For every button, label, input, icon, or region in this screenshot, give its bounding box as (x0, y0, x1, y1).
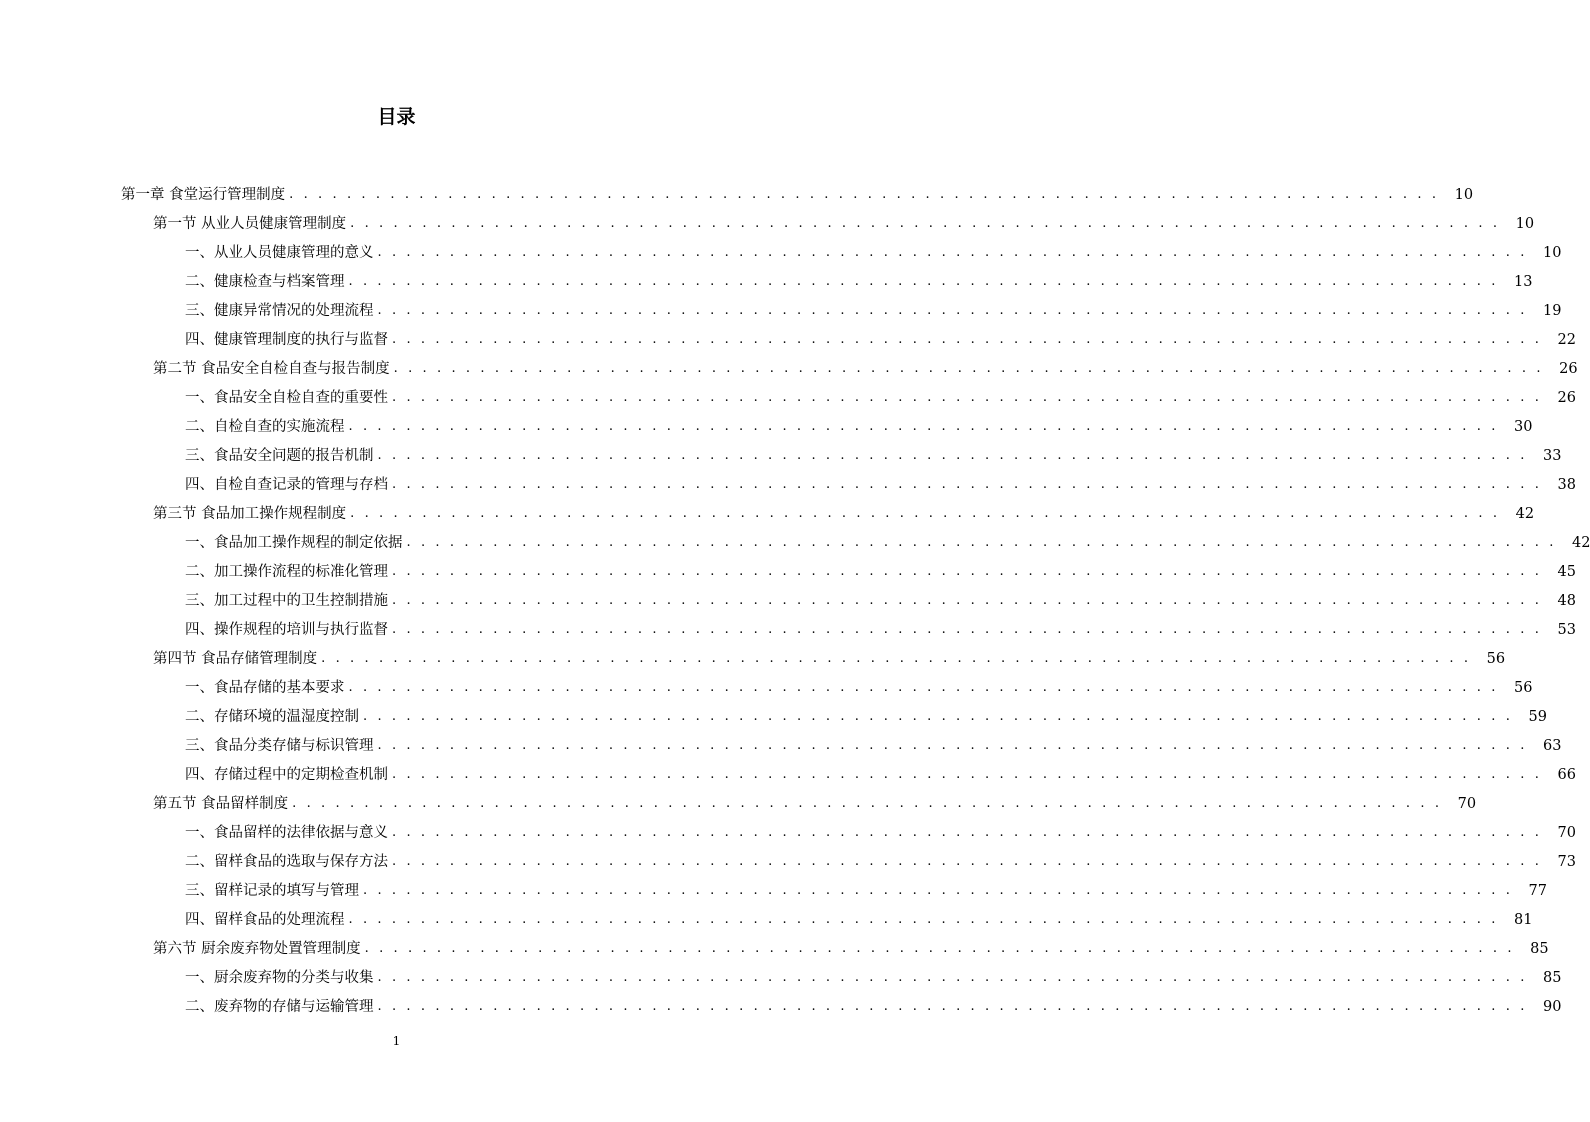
toc-entry[interactable] (0, 499, 1535, 528)
toc-entry-page-number: 56 (1486, 650, 1506, 667)
toc-dot-leader: . . . . . . . . . . . . . . . . . . . . . . . . . . . . . . . . . . . . . . . . . . . . . . . . . . . . . . . . . . . . . . . . . . . . . . . . . . . . . . . . (348, 911, 1499, 927)
toc-entry-label: 一、厨余废弃物的分类与收集 (185, 969, 374, 986)
toc-entry[interactable] (0, 963, 1562, 992)
toc-dot-leader: . . . . . . . . . . . . . . . . . . . . . . . . . . . . . . . . . . . . . . . . . . . . . . . . . . . . . . . . . . . . . . . . . . . . . . . . . . . . . . . . (363, 882, 1513, 898)
toc-entry[interactable] (0, 441, 1562, 470)
toc-entry-page-number: 26 (1559, 360, 1578, 377)
toc-entry[interactable] (0, 238, 1562, 267)
toc-entry-page-number: 10 (1515, 215, 1535, 232)
toc-entry-page-number: 85 (1543, 969, 1562, 986)
toc-entry-page-number: 81 (1514, 911, 1533, 928)
toc-entry[interactable] (0, 383, 1576, 412)
toc-entry-label: 一、食品安全自检自查的重要性 (185, 389, 388, 406)
toc-dot-leader: . . . . . . . . . . . . . . . . . . . . . . . . . . . . . . . . . . . . . . . . . . . . . . . . . . . . . . . . . . . . . . . . . . . . . . . . . . . . . . . . (350, 215, 1501, 231)
toc-entry-page-number: 48 (1557, 592, 1576, 609)
toc-entry-page-number: 70 (1457, 795, 1477, 812)
toc-entry[interactable] (0, 586, 1576, 615)
toc-entry[interactable] (0, 470, 1576, 499)
table-of-contents (0, 180, 1590, 1021)
toc-dot-leader: . . . . . . . . . . . . . . . . . . . . . . . . . . . . . . . . . . . . . . . . . . . . . . . . . . . . . . . . . . . . . . . . . . . . . . . . . . . . . . . . (392, 766, 1542, 782)
toc-entry-label: 四、操作规程的培训与执行监督 (185, 621, 388, 638)
toc-entry[interactable] (0, 876, 1547, 905)
toc-dot-leader: . . . . . . . . . . . . . . . . . . . . . . . . . . . . . . . . . . . . . . . . . . . . . . . . . . . . . . . . . . . . . . . . . . . . . . . . . . . . . . . . (348, 273, 1499, 289)
toc-entry[interactable] (0, 702, 1547, 731)
toc-entry-label: 第二节 食品安全自检自查与报告制度 (153, 360, 390, 377)
toc-dot-leader: . . . . . . . . . . . . . . . . . . . . . . . . . . . . . . . . . . . . . . . . . . . . . . . . . . . . . . . . . . . . . . . . . . . . . . . . . . . . . . . . (392, 563, 1542, 579)
toc-dot-leader: . . . . . . . . . . . . . . . . . . . . . . . . . . . . . . . . . . . . . . . . . . . . . . . . . . . . . . . . . . . . . . . . . . . . . . . . . . . . . . . . (377, 447, 1528, 463)
toc-entry[interactable] (0, 267, 1533, 296)
toc-dot-leader: . . . . . . . . . . . . . . . . . . . . . . . . . . . . . . . . . . . . . . . . . . . . . . . . . . . . . . . . . . . . . . . . . . . . . . . . . . . . . . . . (392, 824, 1542, 840)
toc-entry-page-number: 33 (1543, 447, 1562, 464)
toc-entry-label: 第三节 食品加工操作规程制度 (153, 505, 347, 522)
toc-entry-label: 三、食品分类存储与标识管理 (185, 737, 374, 754)
toc-entry-label: 四、留样食品的处理流程 (185, 911, 345, 928)
toc-entry[interactable] (0, 180, 1474, 209)
toc-dot-leader: . . . . . . . . . . . . . . . . . . . . . . . . . . . . . . . . . . . . . . . . . . . . . . . . . . . . . . . . . . . . . . . . . . . . . . . . . . . . . . . . (350, 505, 1501, 521)
toc-dot-leader: . . . . . . . . . . . . . . . . . . . . . . . . . . . . . . . . . . . . . . . . . . . . . . . . . . . . . . . . . . . . . . . . . . . . . . . . . . . . . . . . (392, 476, 1542, 492)
page-number: 1 (392, 1034, 401, 1048)
toc-entry[interactable] (0, 673, 1533, 702)
toc-entry-label: 一、从业人员健康管理的意义 (185, 244, 374, 261)
toc-entry-label: 第一章 食堂运行管理制度 (121, 186, 286, 203)
toc-entry[interactable] (0, 412, 1533, 441)
toc-entry-page-number: 30 (1514, 418, 1533, 435)
toc-entry-page-number: 90 (1543, 998, 1562, 1015)
toc-entry-label: 第四节 食品存储管理制度 (153, 650, 318, 667)
toc-entry-label: 第五节 食品留样制度 (153, 795, 289, 812)
toc-entry[interactable] (0, 905, 1533, 934)
toc-dot-leader: . . . . . . . . . . . . . . . . . . . . . . . . . . . . . . . . . . . . . . . . . . . . . . . . . . . . . . . . . . . . . . . . . . . . . . . . . . . . . . . . (377, 737, 1528, 753)
toc-entry-page-number: 13 (1514, 273, 1533, 290)
toc-entry-label: 二、健康检查与档案管理 (185, 273, 345, 290)
toc-entry-page-number: 10 (1454, 186, 1474, 203)
toc-entry-label: 二、留样食品的选取与保存方法 (185, 853, 388, 870)
toc-entry[interactable] (0, 354, 1578, 383)
page-title: 目录 (377, 106, 416, 128)
toc-dot-leader: . . . . . . . . . . . . . . . . . . . . . . . . . . . . . . . . . . . . . . . . . . . . . . . . . . . . . . . . . . . . . . . . . . . . . . . . . . . . . . . . (377, 969, 1528, 985)
toc-entry-label: 四、存储过程中的定期检查机制 (185, 766, 388, 783)
toc-entry[interactable] (0, 615, 1576, 644)
toc-entry-label: 二、加工操作流程的标准化管理 (185, 563, 388, 580)
toc-dot-leader: . . . . . . . . . . . . . . . . . . . . . . . . . . . . . . . . . . . . . . . . . . . . . . . . . . . . . . . . . . . . . . . . . . . . . . . . . . . . . . . . (392, 853, 1542, 869)
toc-entry-label: 三、加工过程中的卫生控制措施 (185, 592, 388, 609)
toc-entry-label: 三、健康异常情况的处理流程 (185, 302, 374, 319)
toc-entry[interactable] (0, 528, 1590, 557)
toc-entry-page-number: 53 (1557, 621, 1576, 638)
toc-entry[interactable] (0, 731, 1562, 760)
toc-entry-label: 第一节 从业人员健康管理制度 (153, 215, 347, 232)
toc-entry[interactable] (0, 934, 1549, 963)
toc-entry-page-number: 38 (1557, 476, 1576, 493)
toc-entry-page-number: 56 (1514, 679, 1533, 696)
toc-entry-page-number: 59 (1528, 708, 1547, 725)
toc-entry[interactable] (0, 818, 1576, 847)
toc-dot-leader: . . . . . . . . . . . . . . . . . . . . . . . . . . . . . . . . . . . . . . . . . . . . . . . . . . . . . . . . . . . . . . . . . . . . . . . . . . . . . . . . (393, 360, 1544, 376)
toc-entry-label: 一、食品存储的基本要求 (185, 679, 345, 696)
toc-entry-label: 三、食品安全问题的报告机制 (185, 447, 374, 464)
toc-dot-leader: . . . . . . . . . . . . . . . . . . . . . . . . . . . . . . . . . . . . . . . . . . . . . . . . . . . . . . . . . . . . . . . . . . . . . . . . . . . . . . . . (348, 679, 1499, 695)
toc-dot-leader: . . . . . . . . . . . . . . . . . . . . . . . . . . . . . . . . . . . . . . . . . . . . . . . . . . . . . . . . . . . . . . . . . . . . . . . . . . . . . . . . (289, 186, 1440, 202)
toc-dot-leader: . . . . . . . . . . . . . . . . . . . . . . . . . . . . . . . . . . . . . . . . . . . . . . . . . . . . . . . . . . . . . . . . . . . . . . . . . . . . . . . . (348, 418, 1499, 434)
toc-entry[interactable] (0, 789, 1477, 818)
toc-entry-page-number: 70 (1557, 824, 1576, 841)
toc-entry[interactable] (0, 557, 1576, 586)
toc-entry-label: 四、自检自查记录的管理与存档 (185, 476, 388, 493)
toc-dot-leader: . . . . . . . . . . . . . . . . . . . . . . . . . . . . . . . . . . . . . . . . . . . . . . . . . . . . . . . . . . . . . . . . . . . . . . . . . . . . . . . . (292, 795, 1443, 811)
toc-dot-leader: . . . . . . . . . . . . . . . . . . . . . . . . . . . . . . . . . . . . . . . . . . . . . . . . . . . . . . . . . . . . . . . . . . . . . . . . . . . . . . . . (364, 940, 1515, 956)
toc-dot-leader: . . . . . . . . . . . . . . . . . . . . . . . . . . . . . . . . . . . . . . . . . . . . . . . . . . . . . . . . . . . . . . . . . . . . . . . . . . . . . . . . (392, 389, 1542, 405)
toc-dot-leader: . . . . . . . . . . . . . . . . . . . . . . . . . . . . . . . . . . . . . . . . . . . . . . . . . . . . . . . . . . . . . . . . . . . . . . . . . . . . . . . . (377, 302, 1528, 318)
toc-dot-leader: . . . . . . . . . . . . . . . . . . . . . . . . . . . . . . . . . . . . . . . . . . . . . . . . . . . . . . . . . . . . . . . . . . . . . . . . . . . . . . . . (406, 534, 1557, 550)
toc-entry-page-number: 66 (1557, 766, 1576, 783)
toc-entry-page-number: 45 (1557, 563, 1576, 580)
toc-dot-leader: . . . . . . . . . . . . . . . . . . . . . . . . . . . . . . . . . . . . . . . . . . . . . . . . . . . . . . . . . . . . . . . . . . . . . . . . . . . . . . . . (363, 708, 1513, 724)
toc-dot-leader: . . . . . . . . . . . . . . . . . . . . . . . . . . . . . . . . . . . . . . . . . . . . . . . . . . . . . . . . . . . . . . . . . . . . . . . . . . . . . . . . (392, 592, 1542, 608)
toc-entry-page-number: 22 (1557, 331, 1576, 348)
toc-entry[interactable] (0, 296, 1562, 325)
toc-entry[interactable] (0, 209, 1535, 238)
toc-entry-page-number: 42 (1572, 534, 1590, 551)
toc-entry-page-number: 19 (1543, 302, 1562, 319)
toc-entry-page-number: 77 (1528, 882, 1547, 899)
toc-entry-label: 第六节 厨余废弃物处置管理制度 (153, 940, 361, 957)
toc-entry-page-number: 26 (1557, 389, 1576, 406)
toc-dot-leader: . . . . . . . . . . . . . . . . . . . . . . . . . . . . . . . . . . . . . . . . . . . . . . . . . . . . . . . . . . . . . . . . . . . . . . . . . . . . . . . . (321, 650, 1472, 666)
toc-entry-page-number: 10 (1543, 244, 1562, 261)
toc-entry[interactable] (0, 325, 1576, 354)
toc-entry[interactable] (0, 644, 1506, 673)
toc-dot-leader: . . . . . . . . . . . . . . . . . . . . . . . . . . . . . . . . . . . . . . . . . . . . . . . . . . . . . . . . . . . . . . . . . . . . . . . . . . . . . . . . (377, 244, 1528, 260)
toc-entry-label: 三、留样记录的填写与管理 (185, 882, 359, 899)
toc-entry[interactable] (0, 992, 1562, 1021)
toc-entry-page-number: 42 (1515, 505, 1535, 522)
toc-entry-label: 四、健康管理制度的执行与监督 (185, 331, 388, 348)
toc-entry-page-number: 85 (1530, 940, 1549, 957)
toc-entry-label: 一、食品加工操作规程的制定依据 (185, 534, 403, 551)
toc-entry-label: 一、食品留样的法律依据与意义 (185, 824, 388, 841)
toc-dot-leader: . . . . . . . . . . . . . . . . . . . . . . . . . . . . . . . . . . . . . . . . . . . . . . . . . . . . . . . . . . . . . . . . . . . . . . . . . . . . . . . . (377, 998, 1528, 1014)
toc-entry[interactable] (0, 760, 1576, 789)
toc-dot-leader: . . . . . . . . . . . . . . . . . . . . . . . . . . . . . . . . . . . . . . . . . . . . . . . . . . . . . . . . . . . . . . . . . . . . . . . . . . . . . . . . (392, 621, 1542, 637)
toc-entry-label: 二、自检自查的实施流程 (185, 418, 345, 435)
toc-entry-page-number: 63 (1543, 737, 1562, 754)
toc-entry[interactable] (0, 847, 1576, 876)
toc-dot-leader: . . . . . . . . . . . . . . . . . . . . . . . . . . . . . . . . . . . . . . . . . . . . . . . . . . . . . . . . . . . . . . . . . . . . . . . . . . . . . . . . (392, 331, 1542, 347)
toc-entry-label: 二、废弃物的存储与运输管理 (185, 998, 374, 1015)
toc-entry-label: 二、存储环境的温湿度控制 (185, 708, 359, 725)
toc-entry-page-number: 73 (1557, 853, 1576, 870)
